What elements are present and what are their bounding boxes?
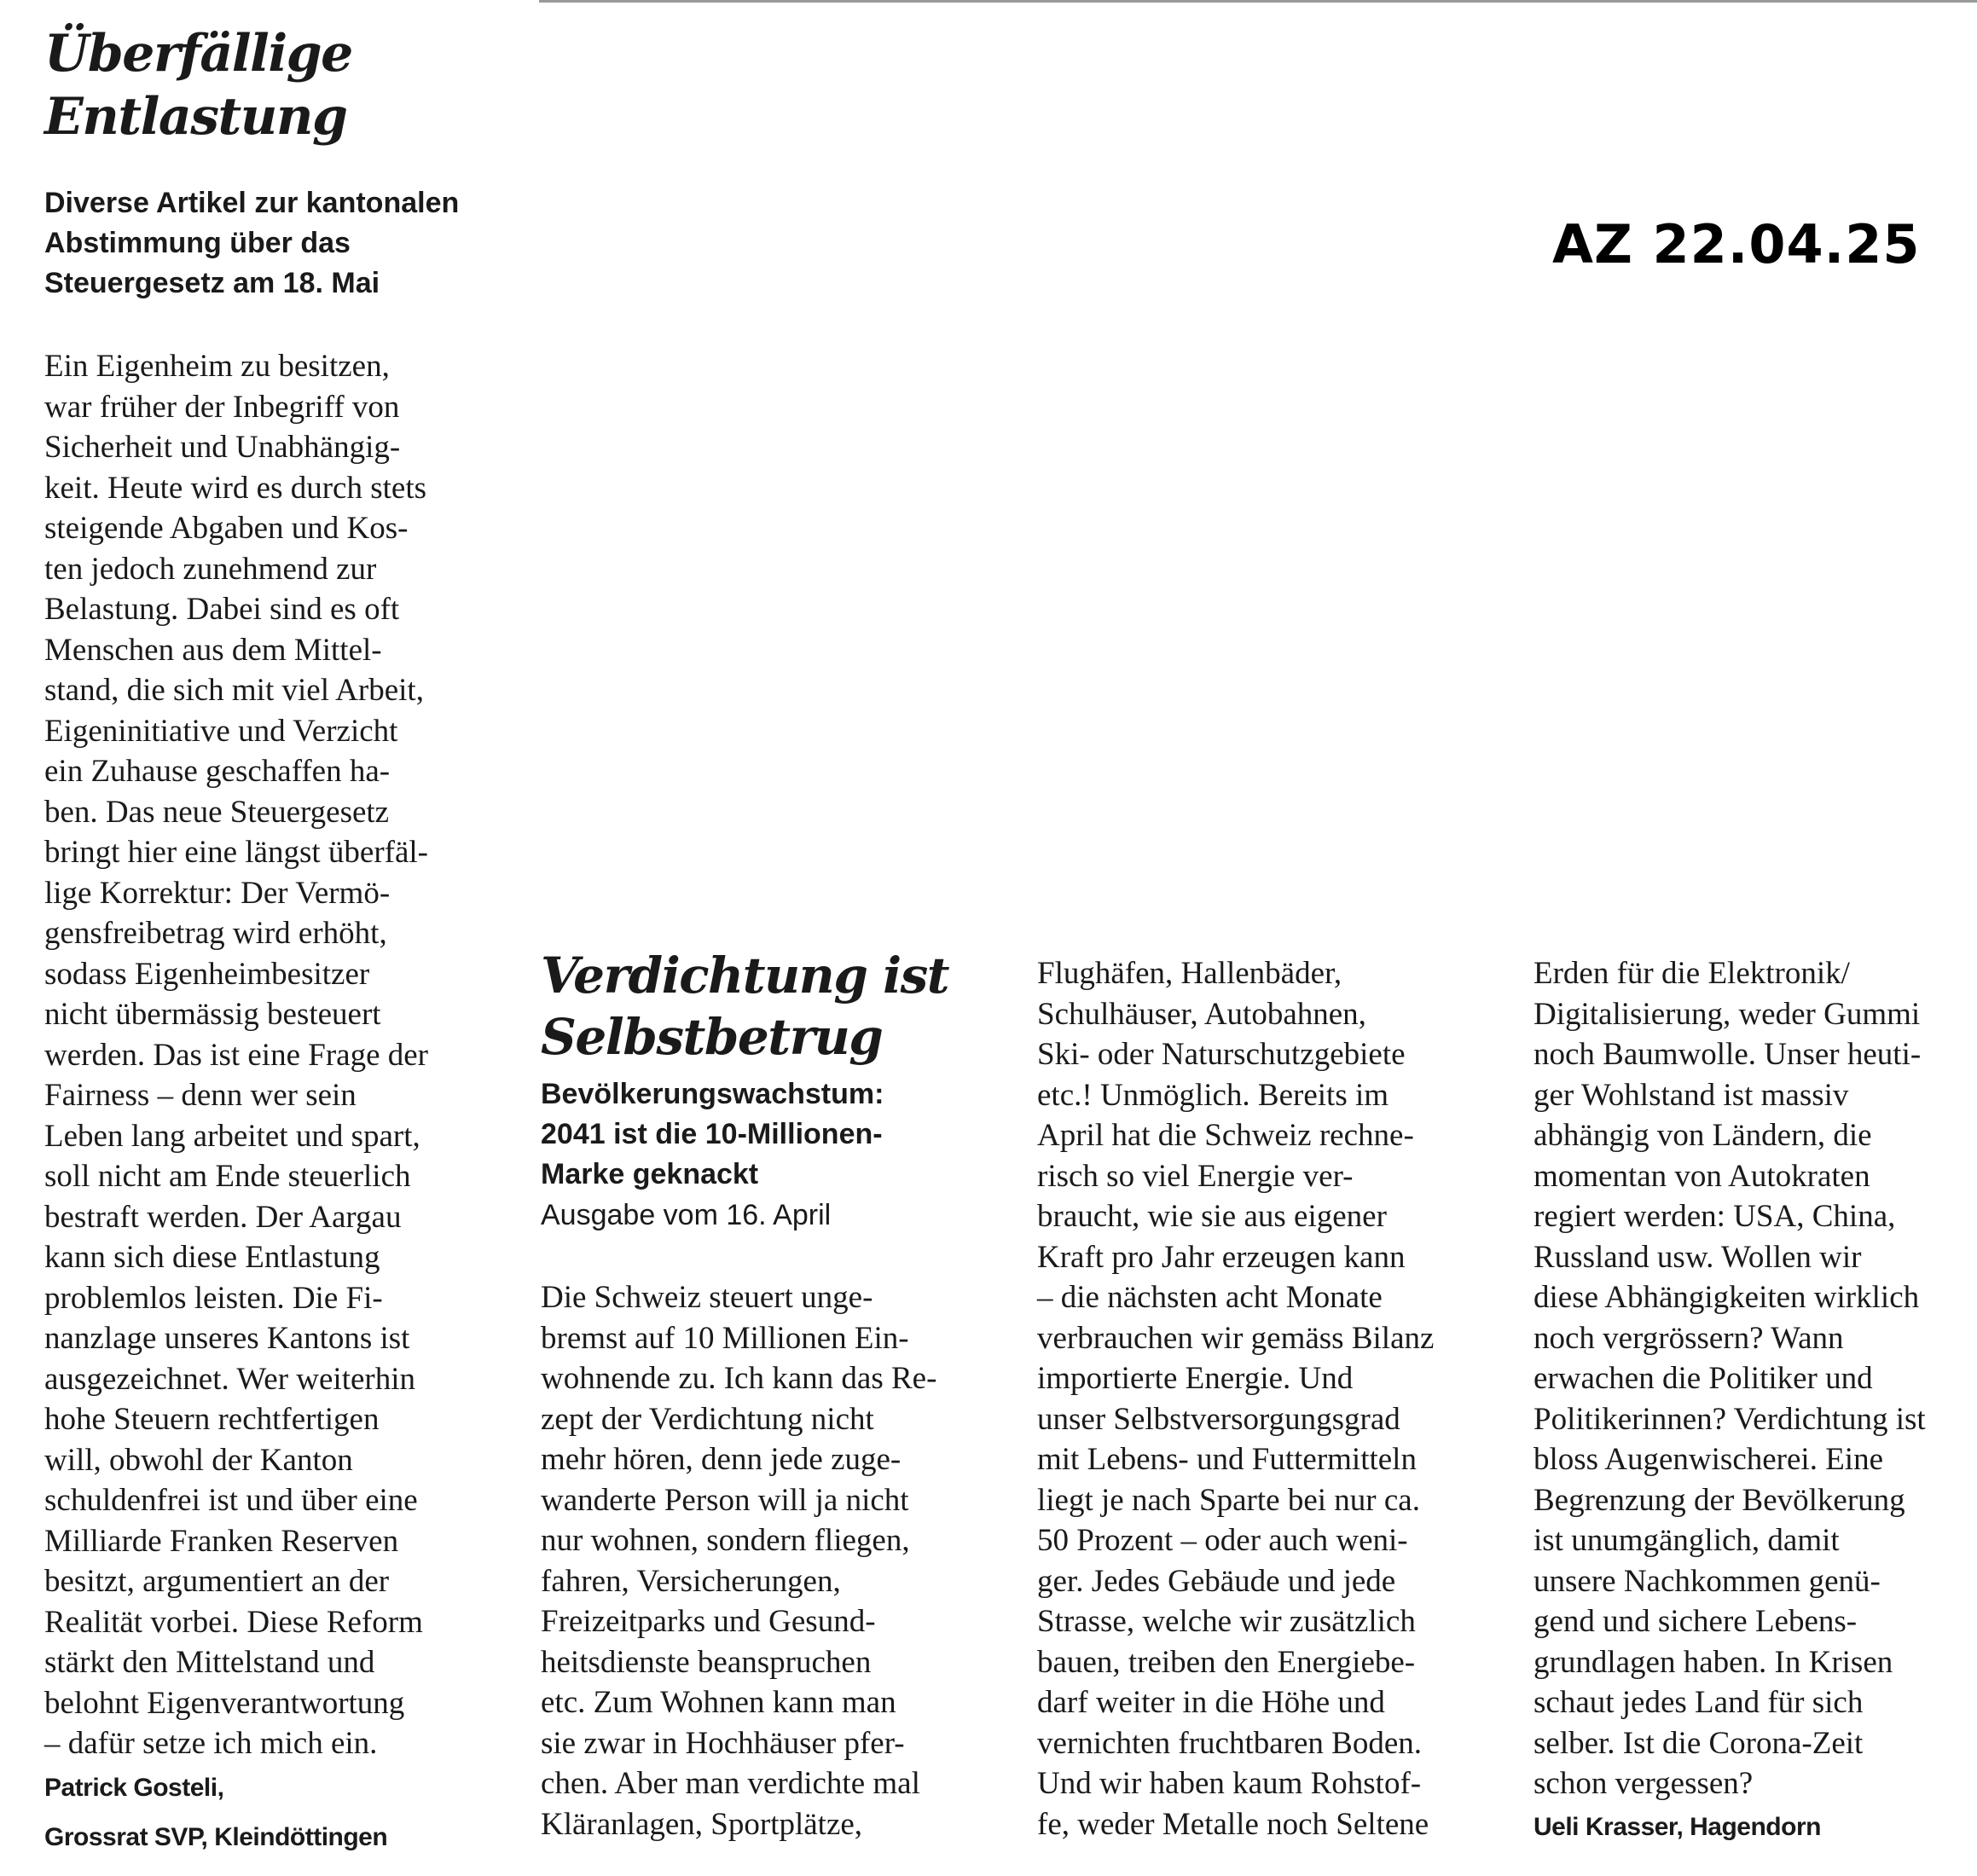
letter2-title-line: Verdichtung ist [541, 947, 949, 1005]
letter1-title [44, 22, 352, 148]
letter2-title-line: Selbstbetrug [541, 1008, 883, 1066]
text-line: Flughäfen, Hallenbäder, [1037, 956, 1342, 991]
text-line: Freizeitparks und Gesund- [541, 1604, 876, 1639]
letter2-subhead [541, 1074, 884, 1195]
text-line: Die Schweiz steuert unge- [541, 1280, 873, 1315]
text-line: bauen, treiben den Energiebe- [1037, 1644, 1416, 1680]
text-line: wohnende zu. Ich kann das Re- [541, 1361, 937, 1396]
text-line: chen. Aber man verdichte mal [541, 1766, 920, 1801]
letter1-signature [44, 1763, 387, 1862]
text-line: bloss Augenwischerei. Eine [1533, 1442, 1883, 1477]
text-line: Und wir haben kaum Rohstof- [1037, 1766, 1422, 1801]
text-line: steigende Abgaben und Kos- [44, 511, 409, 546]
text-line: noch vergrössern? Wann [1533, 1320, 1844, 1356]
letter2-signature-name: Ueli Krasser, Hagendorn [1533, 1813, 1821, 1841]
letter2-body-col2 [1037, 953, 1434, 1844]
letter2-signature [1533, 1803, 1821, 1852]
letter2-subhead-line: Marke geknackt [541, 1158, 759, 1190]
text-line: Belastung. Dabei sind es oft [44, 592, 400, 627]
text-line: stand, die sich mit viel Arbeit, [44, 673, 424, 708]
text-line: besitzt, argumentiert an der [44, 1564, 390, 1599]
text-line: – die nächsten acht Monate [1037, 1280, 1383, 1315]
text-line: schuldenfrei ist und über eine [44, 1483, 418, 1518]
text-line: sodass Eigenheimbesitzer [44, 956, 370, 992]
text-line: Politikerinnen? Verdichtung ist [1533, 1401, 1926, 1437]
text-line: braucht, wie sie aus eigener [1037, 1199, 1387, 1234]
text-line: verbrauchen wir gemäss Bilanz [1037, 1320, 1435, 1356]
letter1-body [44, 346, 428, 1764]
text-line: ten jedoch zunehmend zur [44, 551, 377, 587]
text-line: lige Korrektur: Der Vermö- [44, 875, 391, 911]
text-line: bremst auf 10 Millionen Ein- [541, 1320, 909, 1356]
text-line: grundlagen haben. In Krisen [1533, 1644, 1893, 1680]
text-line: nanzlage unseres Kantons ist [44, 1321, 410, 1356]
text-line: gend und sichere Lebens- [1533, 1604, 1858, 1639]
letter1-title-line: Entlastung [44, 87, 347, 147]
text-line: kann sich diese Entlastung [44, 1240, 380, 1275]
text-line: Digitalisierung, weder Gummi [1533, 996, 1921, 1032]
letter2-subhead-line: 2041 ist die 10-Millionen- [541, 1118, 883, 1150]
letter2-body-col3 [1533, 953, 1926, 1804]
text-line: etc. Zum Wohnen kann man [541, 1685, 896, 1720]
text-line: diese Abhängigkeiten wirklich [1533, 1280, 1920, 1315]
letter1-signature-role: Grossrat SVP, Kleindöttingen [44, 1823, 388, 1851]
letter2-body-col1 [541, 1277, 936, 1844]
text-line: Menschen aus dem Mittel- [44, 632, 382, 668]
text-line: Russland usw. Wollen wir [1533, 1239, 1862, 1275]
text-line: abhängig von Ländern, die [1533, 1118, 1872, 1153]
text-line: momentan von Autokraten [1533, 1158, 1870, 1194]
letter1-subhead [44, 183, 459, 304]
text-line: keit. Heute wird es durch stets [44, 470, 426, 506]
text-line: hohe Steuern rechtfertigen [44, 1402, 380, 1437]
text-line: ben. Das neue Steuergesetz [44, 794, 390, 830]
text-line: erwachen die Politiker und [1533, 1361, 1873, 1396]
text-line: wanderte Person will ja nicht [541, 1482, 909, 1518]
text-line: etc.! Unmöglich. Bereits im [1037, 1077, 1389, 1113]
text-line: Kläranlagen, Sportplätze, [541, 1806, 863, 1842]
text-line: Ein Eigenheim zu besitzen, [44, 349, 390, 384]
text-line: April hat die Schweiz rechne- [1037, 1118, 1414, 1153]
text-line: werden. Das ist eine Frage der [44, 1037, 428, 1073]
letter2-edition: Ausgabe vom 16. April [541, 1199, 832, 1231]
text-line: Ski- oder Naturschutzgebiete [1037, 1037, 1406, 1072]
text-line: schaut jedes Land für sich [1533, 1685, 1864, 1720]
text-line: mehr hören, denn jede zuge- [541, 1442, 902, 1477]
text-line: ausgezeichnet. Wer weiterhin [44, 1361, 416, 1397]
text-line: Leben lang arbeitet und spart, [44, 1118, 420, 1154]
text-line: nicht übermässig besteuert [44, 997, 381, 1032]
text-line: noch Baumwolle. Unser heuti- [1533, 1037, 1922, 1072]
letter1-subhead-line: Diverse Artikel zur kantonalen [44, 187, 460, 219]
text-line: regiert werden: USA, China, [1533, 1199, 1896, 1234]
text-line: soll nicht am Ende steuerlich [44, 1159, 411, 1194]
text-line: Sicherheit und Unabhängig- [44, 430, 401, 465]
text-line: – dafür setze ich mich ein. [44, 1726, 378, 1761]
text-line: importierte Energie. Und [1037, 1361, 1354, 1396]
text-line: Milliarde Franken Reserven [44, 1523, 399, 1559]
text-line: mit Lebens- und Futtermitteln [1037, 1442, 1417, 1477]
text-line: ein Zuhause geschaffen ha- [44, 754, 391, 789]
letter1-subhead-line: Steuergesetz am 18. Mai [44, 267, 380, 299]
text-line: Fairness – denn wer sein [44, 1078, 357, 1113]
text-line: liegt je nach Sparte bei nur ca. [1037, 1482, 1420, 1518]
text-line: unser Selbstversorgungsgrad [1037, 1401, 1400, 1437]
letter1-title-line: Überfällige [44, 24, 352, 84]
text-line: Begrenzung der Bevölkerung [1533, 1482, 1905, 1518]
letter1-signature-name: Patrick Gosteli, [44, 1774, 224, 1802]
text-line: stärkt den Mittelstand und [44, 1645, 375, 1680]
top-rule [539, 0, 1977, 3]
text-line: zept der Verdichtung nicht [541, 1401, 874, 1437]
text-line: fahren, Versicherungen, [541, 1563, 841, 1599]
text-line: bringt hier eine längst überfäl- [44, 835, 428, 870]
text-line: Kraft pro Jahr erzeugen kann [1037, 1239, 1406, 1275]
text-line: war früher der Inbegriff von [44, 389, 400, 425]
text-line: unsere Nachkommen genü- [1533, 1563, 1881, 1599]
text-line: will, obwohl der Kanton [44, 1442, 353, 1478]
text-line: darf weiter in die Höhe und [1037, 1685, 1385, 1720]
text-line: ger Wohlstand ist massiv [1533, 1077, 1849, 1113]
text-line: selber. Ist die Corona-Zeit [1533, 1725, 1864, 1761]
text-line: Erden für die Elektronik/ [1533, 956, 1850, 991]
text-line: bestraft werden. Der Aargau [44, 1199, 402, 1235]
date-stamp: AZ 22.04.25 [1552, 213, 1921, 275]
text-line: ist unumgänglich, damit [1533, 1523, 1840, 1558]
text-line: fe, weder Metalle noch Seltene [1037, 1806, 1429, 1842]
text-line: 50 Prozent – oder auch weni- [1037, 1523, 1408, 1558]
text-line: sie zwar in Hochhäuser pfer- [541, 1725, 905, 1761]
text-line: Schulhäuser, Autobahnen, [1037, 996, 1366, 1032]
text-line: heitsdienste beanspruchen [541, 1644, 872, 1680]
text-line: Strasse, welche wir zusätzlich [1037, 1604, 1416, 1639]
text-line: schon vergessen? [1533, 1766, 1754, 1801]
text-line: risch so viel Energie ver- [1037, 1158, 1354, 1194]
text-line: ger. Jedes Gebäude und jede [1037, 1563, 1396, 1599]
text-line: vernichten fruchtbaren Boden. [1037, 1725, 1423, 1761]
text-line: gensfreibetrag wird erhöht, [44, 916, 387, 951]
letter2-title [541, 945, 948, 1068]
letter1-subhead-line: Abstimmung über das [44, 227, 351, 259]
text-line: Realität vorbei. Diese Reform [44, 1604, 423, 1640]
text-line: belohnt Eigenverantwortung [44, 1685, 405, 1721]
text-line: nur wohnen, sondern fliegen, [541, 1523, 910, 1558]
letter2-subhead-line: Bevölkerungswachstum: [541, 1078, 884, 1110]
text-line: problemlos leisten. Die Fi- [44, 1280, 383, 1316]
text-line: Eigeninitiative und Verzicht [44, 713, 398, 749]
